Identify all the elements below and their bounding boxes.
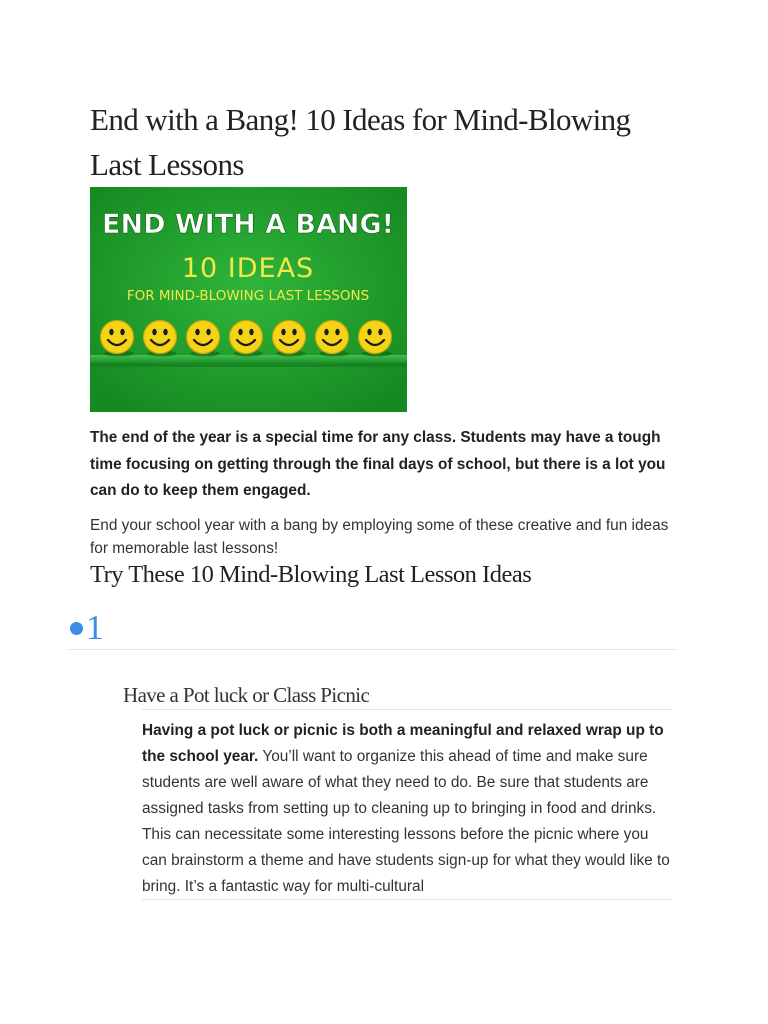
item-body-lead: Having a pot luck or picnic is both a meaningful and relaxed wrap up to the school year.	[142, 722, 664, 765]
item-body-container	[142, 718, 672, 899]
article-intro: End your school year with a bang by employing some of these creative and fun ideas for memorable last lessons!	[90, 517, 669, 557]
hero-headline: END WITH A BANG!	[102, 209, 394, 240]
item-title: Have a Pot luck or Class Picnic	[123, 683, 370, 707]
bullet-icon	[70, 622, 83, 635]
item-bottom-divider	[142, 899, 672, 900]
article-lead: The end of the year is a special time for any class. Students may have a tough time focusing on getting through the final days of school, but there is a lot you can do to keep them engaged.	[90, 429, 666, 499]
divider	[68, 649, 677, 650]
item-divider	[142, 709, 672, 710]
step-number: 1	[86, 608, 104, 647]
item-body	[142, 718, 672, 899]
hero-shelf-shadow	[90, 363, 407, 367]
section-heading: Try These 10 Mind-Blowing Last Lesson Ideas	[90, 561, 532, 588]
item-body-text: You’ll want to organize this ahead of time and make sure students are well aware of what they need to do. Be sure that students are assigned tasks from setting up to cleaning up to bringing in food and drinks. This can necessitate some interesting lessons before the picnic where you can brainstorm a theme and have students sign-up for what they would like to bring. It’s a fantastic way for multi-cultural	[142, 748, 670, 895]
page-title: End with a Bang! 10 Ideas for Mind-Blowing Last Lessons	[90, 102, 631, 182]
list-marker	[70, 608, 104, 648]
hero-image	[90, 187, 407, 412]
hero-tagline: FOR MIND-BLOWING LAST LESSONS	[126, 288, 370, 304]
hero-subline: 10 IDEAS	[181, 253, 315, 284]
